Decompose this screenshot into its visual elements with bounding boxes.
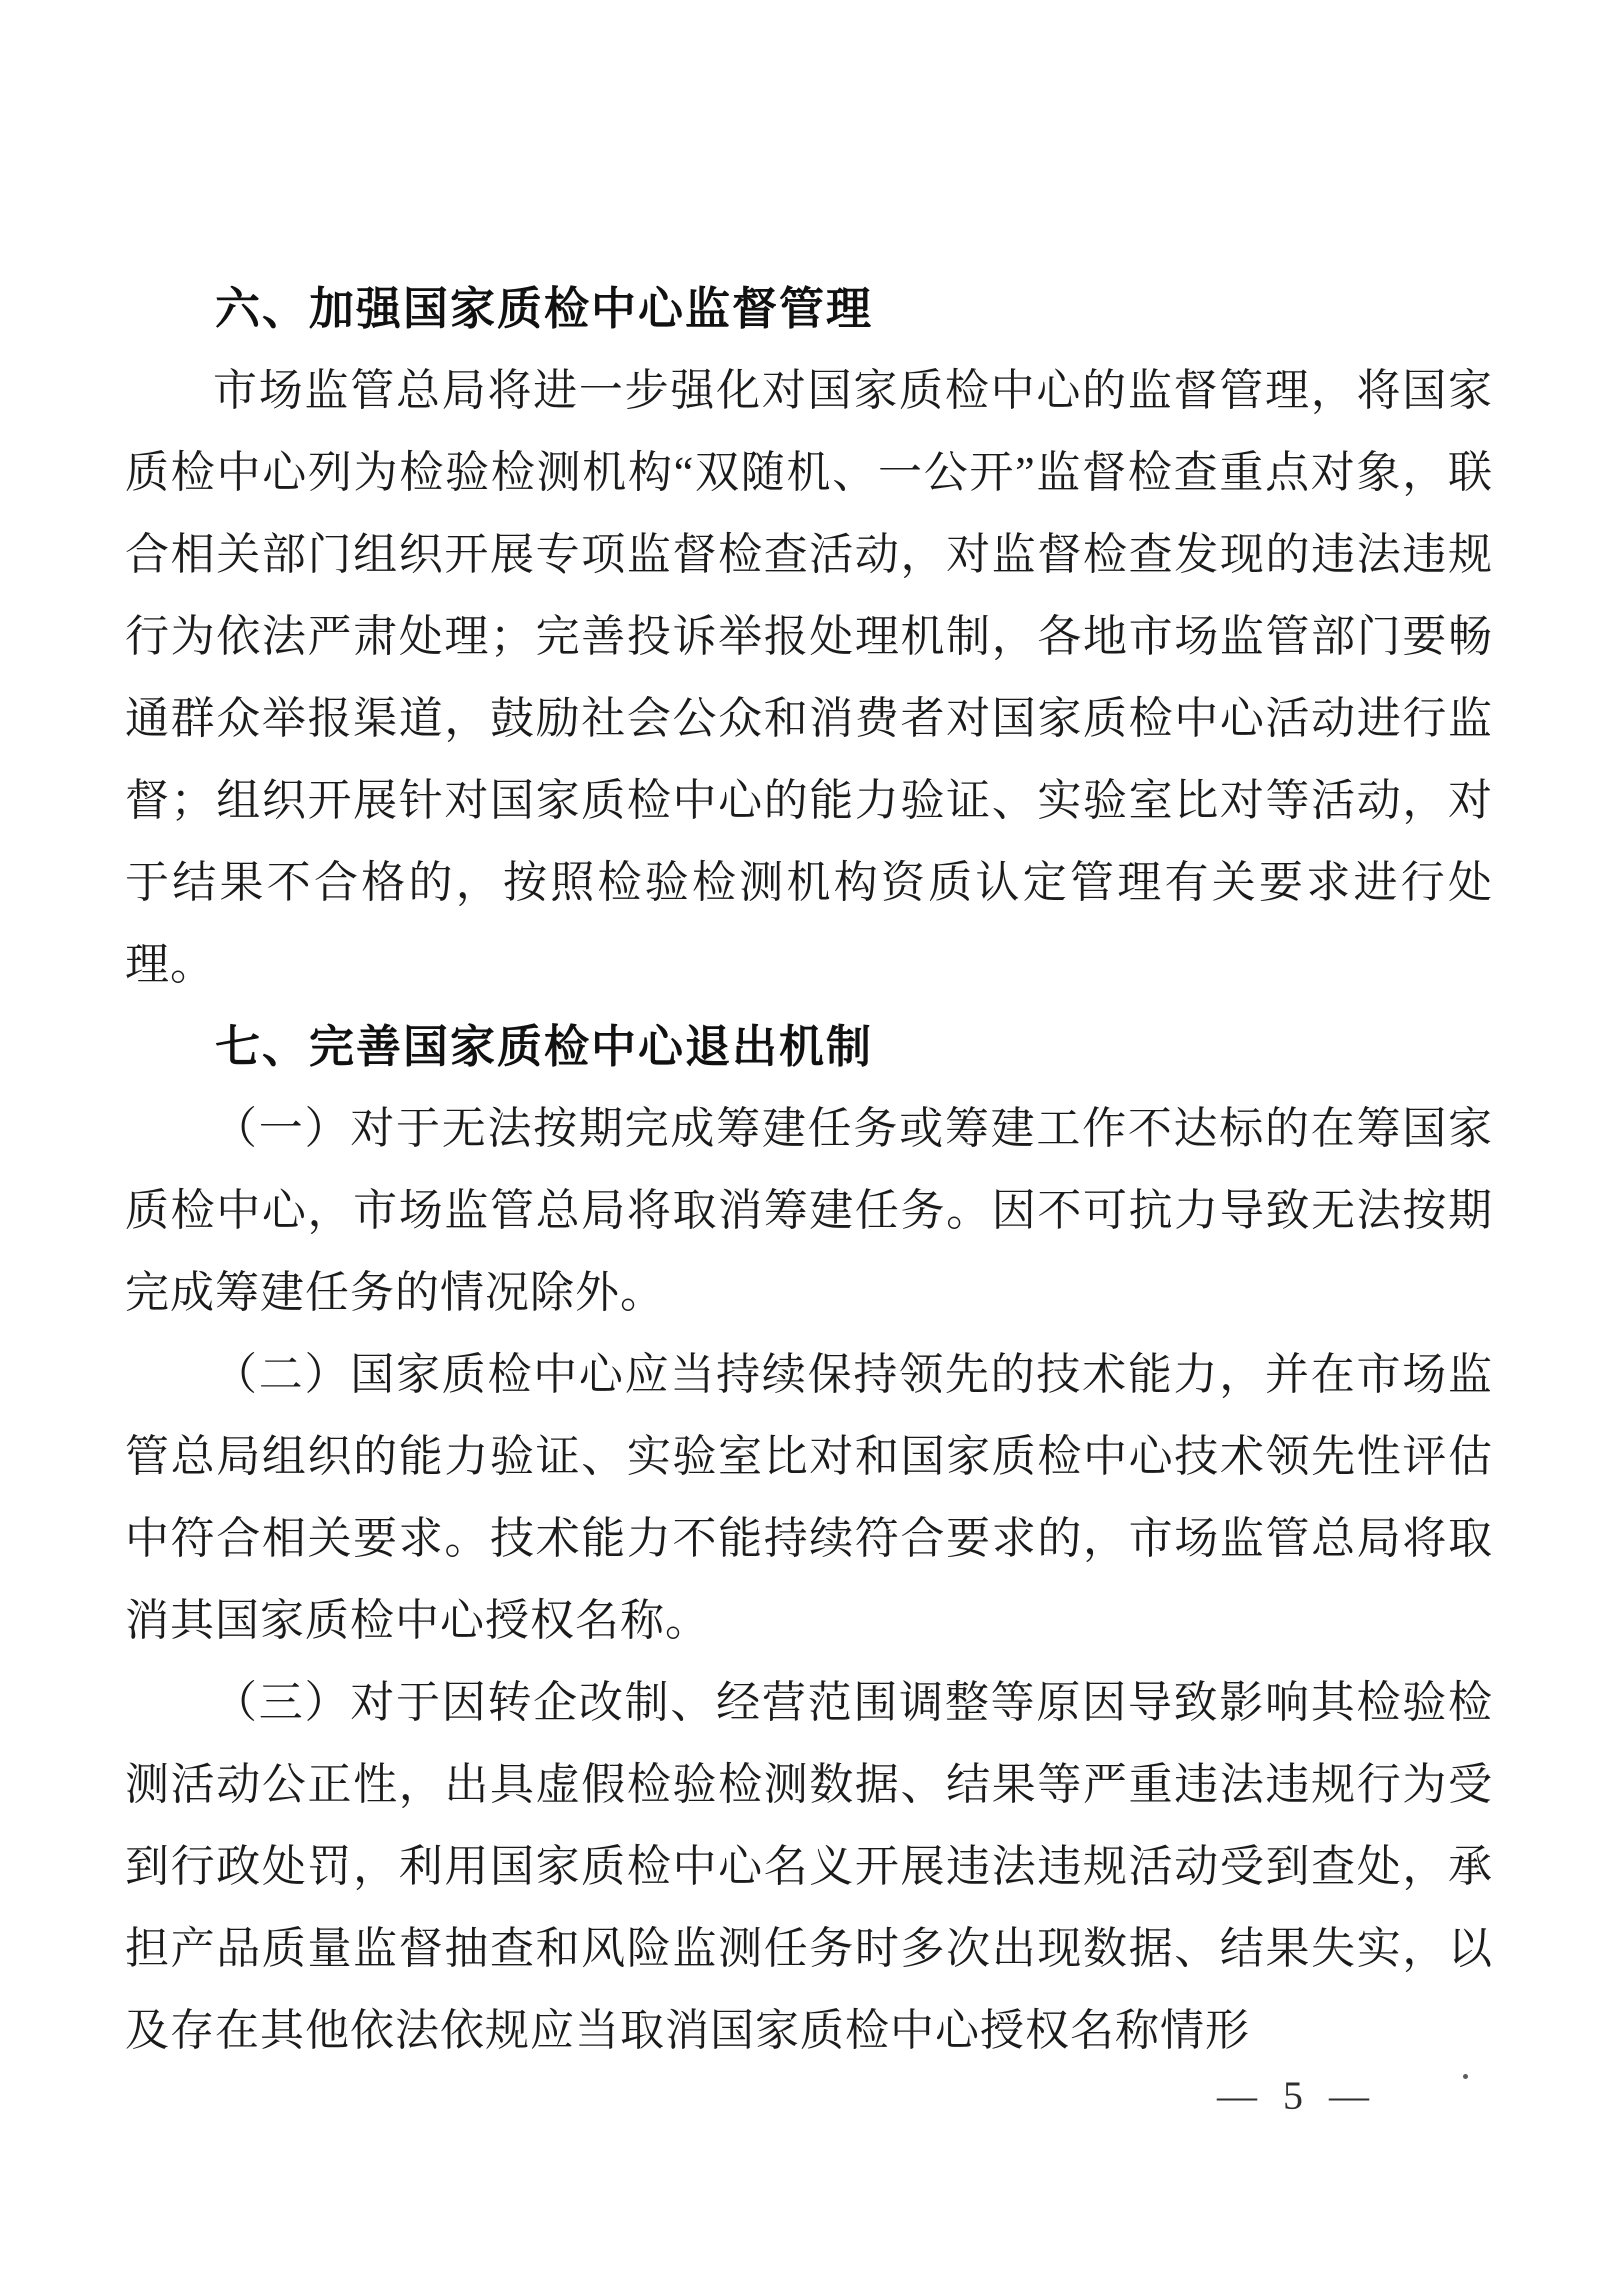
section-heading-7: 七、完善国家质检中心退出机制	[215, 1021, 874, 1072]
clause-2-paragraph: （二）国家质检中心应当持续保持领先的技术能力，并在市场监管总局组织的能力验证、实验室比对和国家质检中心技术领先性评估中符合相关要求。技术能力不能持续符合要求的，市场监管总局将取消其国家质检中心授权名称。	[125, 1350, 1493, 1645]
section-heading-6: 六、加强国家质检中心监督管理	[215, 283, 874, 334]
document-body	[125, 268, 1493, 2072]
page-number: — 5 —	[1217, 2073, 1377, 2118]
scan-artifact-dot	[1463, 2074, 1468, 2079]
section-6-paragraph: 市场监管总局将进一步强化对国家质检中心的监督管理，将国家质检中心列为检验检测机构“双随机、一公开”监督检查重点对象，联合相关部门组织开展专项监督检查活动，对监督检查发现的违法违规行为依法严肃处理；完善投诉举报处理机制，各地市场监管部门要畅通群众举报渠道，鼓励社会公众和消费者对国家质检中心活动进行监督；组织开展针对国家质检中心的能力验证、实验室比对等活动，对于结果不合格的，按照检验检测机构资质认定管理有关要求进行处理。	[125, 366, 1493, 989]
clause-1-paragraph: （一）对于无法按期完成筹建任务或筹建工作不达标的在筹国家质检中心，市场监管总局将取消筹建任务。因不可抗力导致无法按期完成筹建任务的情况除外。	[125, 1104, 1493, 1317]
clause-3-paragraph: （三）对于因转企改制、经营范围调整等原因导致影响其检验检测活动公正性，出具虚假检验检测数据、结果等严重违法违规行为受到行政处罚，利用国家质检中心名义开展违法违规活动受到查处，承担产品质量监督抽查和风险监测任务时多次出现数据、结果失实，以及存在其他依法依规应当取消国家质检中心授权名称情形	[125, 1678, 1493, 2055]
